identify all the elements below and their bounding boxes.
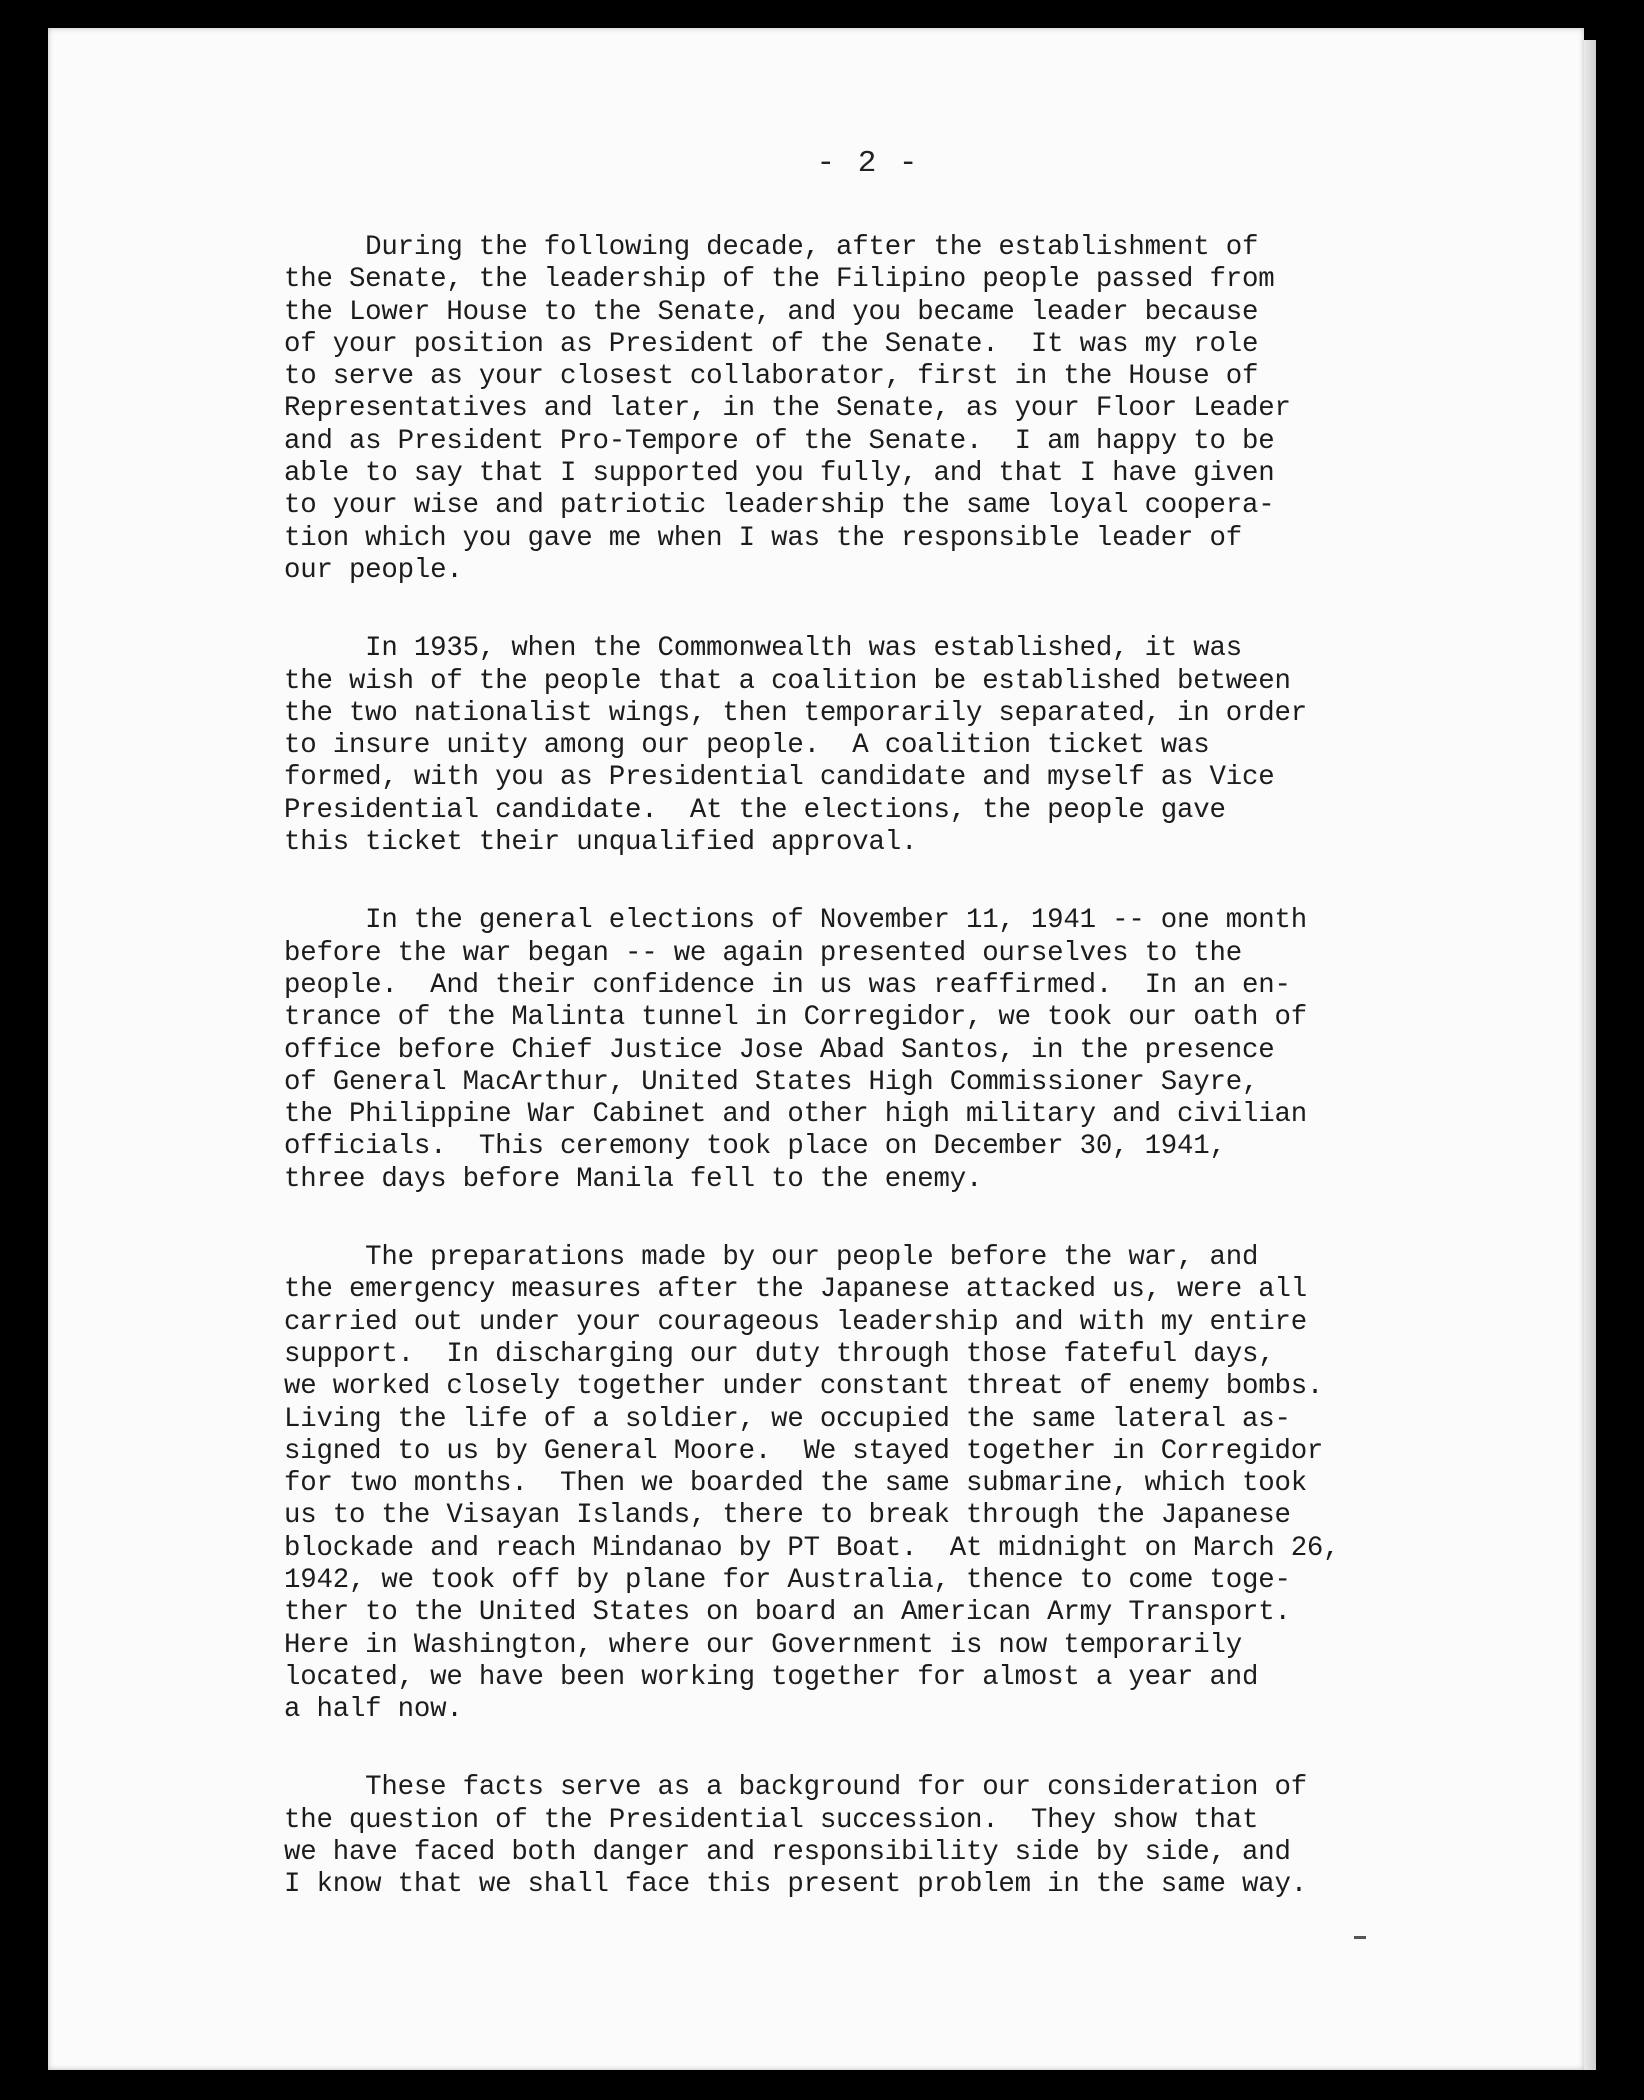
text-line: to insure unity among our people. A coalition ticket was (284, 730, 1210, 762)
paragraph (284, 905, 1334, 1196)
text-line: the emergency measures after the Japanese attacked us, were all (284, 1274, 1307, 1306)
text-line: officials. This ceremony took place on December 30, 1941, (284, 1131, 1226, 1163)
text-line: blockade and reach Mindanao by PT Boat. At midnight on March 26, (284, 1532, 1340, 1564)
text-line: carried out under your courageous leadership and with my entire (284, 1306, 1307, 1338)
text-line: In the general elections of November 11, 1941 -- one month (284, 905, 1307, 937)
text-line: Living the life of a soldier, we occupied the same lateral as- (284, 1403, 1291, 1435)
text-line: office before Chief Justice Jose Abad Santos, in the presence (284, 1034, 1275, 1066)
text-line: the question of the Presidential succession. They show that (284, 1804, 1259, 1836)
text-line: These facts serve as a background for our consideration of (284, 1772, 1307, 1804)
text-line: signed to us by General Moore. We stayed together in Corregidor (284, 1435, 1324, 1467)
paragraph (284, 1772, 1334, 1901)
text-line: the two nationalist wings, then temporarily separated, in order (284, 697, 1307, 729)
text-line: us to the Visayan Islands, there to break through the Japanese (284, 1500, 1291, 1532)
text-line: Representatives and later, in the Senate, as your Floor Leader (284, 393, 1291, 425)
text-line: of General MacArthur, United States High Commissioner Sayre, (284, 1066, 1259, 1098)
page-number: - 2 - (816, 146, 920, 181)
text-line: we have faced both danger and responsibility side by side, and (284, 1837, 1291, 1869)
text-line: In 1935, when the Commonwealth was established, it was (284, 633, 1242, 665)
text-line: three days before Manila fell to the enemy. (284, 1163, 983, 1195)
paragraph (284, 633, 1334, 859)
text-line: The preparations made by our people before the war, and (284, 1242, 1259, 1274)
text-line: to your wise and patriotic leadership the same loyal coopera- (284, 490, 1275, 522)
text-line: I know that we shall face this present problem in the same way. (284, 1869, 1307, 1901)
text-line: before the war began -- we again presented ourselves to the (284, 937, 1242, 969)
text-line: people. And their confidence in us was reaffirmed. In an en- (284, 969, 1291, 1001)
text-line: 1942, we took off by plane for Australia, thence to come toge- (284, 1564, 1291, 1596)
text-line: trance of the Malinta tunnel in Corregidor, we took our oath of (284, 1002, 1307, 1034)
paragraph (284, 1242, 1340, 1726)
text-line: support. In discharging our duty through those fateful days, (284, 1338, 1275, 1370)
stray-mark (1354, 1936, 1366, 1939)
text-line: ther to the United States on board an American Army Transport. (284, 1597, 1291, 1629)
text-line: the wish of the people that a coalition be established between (284, 665, 1291, 697)
text-line: the Philippine War Cabinet and other high military and civilian (284, 1099, 1307, 1131)
text-line: able to say that I supported you fully, and that I have given (284, 458, 1275, 490)
text-line: Here in Washington, where our Government is now temporarily (284, 1629, 1242, 1661)
text-line: a half now. (284, 1694, 463, 1726)
text-line: the Lower House to the Senate, and you became leader because (284, 296, 1259, 328)
text-line: our people. (284, 554, 463, 586)
text-line: formed, with you as Presidential candidate and myself as Vice (284, 762, 1275, 794)
body-text (284, 232, 1340, 1948)
text-line: we worked closely together under constant threat of enemy bombs. (284, 1371, 1324, 1403)
text-line: and as President Pro-Tempore of the Senate. I am happy to be (284, 425, 1275, 457)
text-line: the Senate, the leadership of the Filipino people passed from (284, 264, 1275, 296)
text-line: to serve as your closest collaborator, first in the House of (284, 361, 1259, 393)
text-line: Presidential candidate. At the elections, the people gave (284, 794, 1226, 826)
text-line: of your position as President of the Senate. It was my role (284, 328, 1259, 360)
text-line: During the following decade, after the establishment of (284, 232, 1259, 263)
text-line: this ticket their unqualified approval. (284, 827, 918, 859)
text-line: located, we have been working together for almost a year and (284, 1661, 1259, 1693)
paragraph (284, 232, 1334, 587)
text-line: for two months. Then we boarded the same submarine, which took (284, 1468, 1307, 1500)
text-line: tion which you gave me when I was the responsible leader of (284, 522, 1242, 554)
